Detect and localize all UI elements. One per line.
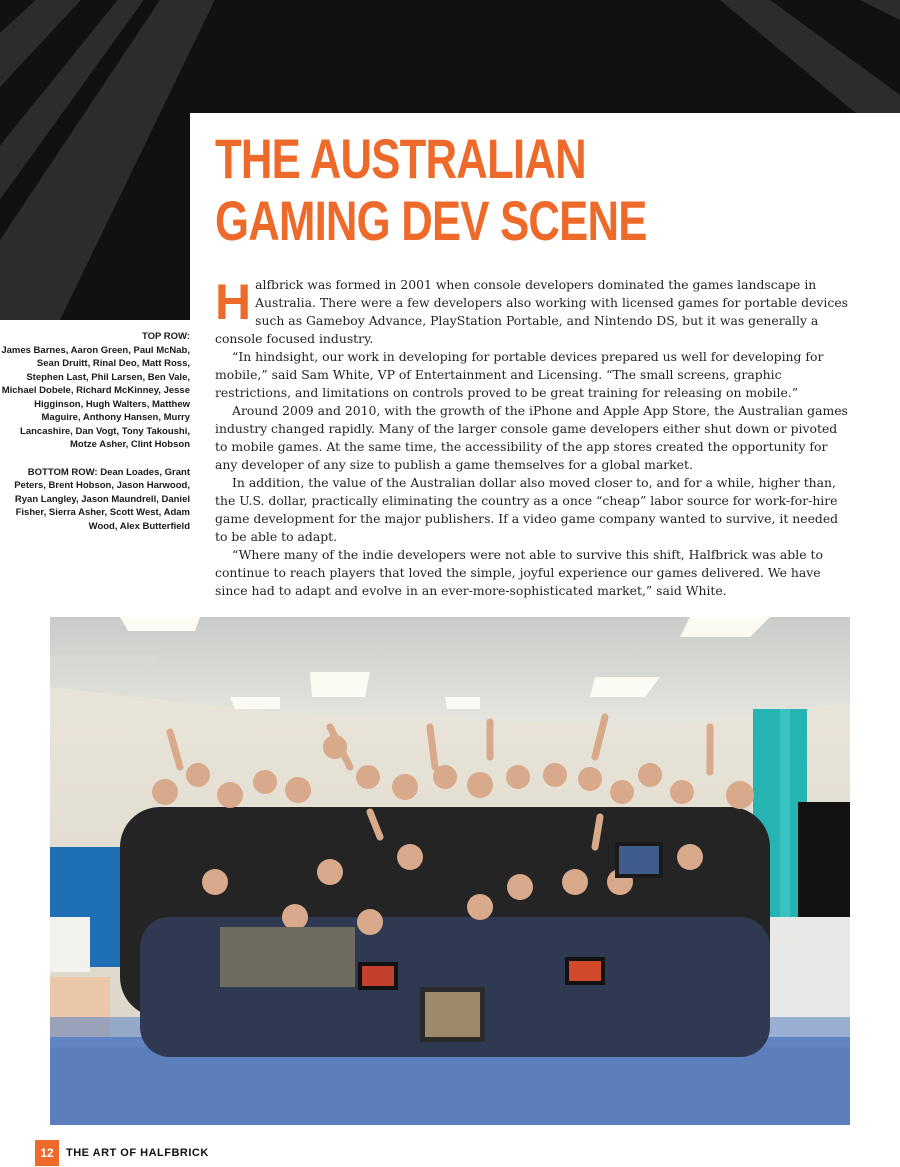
- caption-bottom-heading: BOTTOM ROW:: [27, 466, 98, 478]
- caption-top-names: James Barnes, Aaron Green, Paul McNab, Sean Druitt, Rinal Deo, Matt Ross, Stephen Last, Phil Larsen, Ben Vale, Michael Dobele, Richard McKinney, Jesse Higginson, Hugh Walters, Matthew Maguire, Anthony Hansen, Murry Lancashire, Dan Vogt, Tony Takoushi, Motze Asher, Clint Hobson: [1, 344, 190, 450]
- page-footer: [35, 1140, 209, 1166]
- caption-top-row: [0, 330, 190, 452]
- article-body: [215, 276, 849, 600]
- paragraph-3: Around 2009 and 2010, with the growth of the iPhone and Apple App Store, the Australian games industry changed rapidly. Many of the larger console game developers either shut down or pivoted to mobile games. At the same time, the accessibility of the app stores created the opportunity for any developer of any size to publish a game themselves for a global market.: [215, 403, 848, 472]
- title-line-1: THE AUSTRALIAN: [215, 127, 586, 190]
- drop-cap: H: [215, 274, 252, 330]
- page-title: [215, 128, 647, 252]
- caption-bottom-names: Dean Loades, Grant Peters, Brent Hobson, Jason Harwood, Ryan Langley, Jason Maundrell, Daniel Fisher, Sierra Asher, Scott West, Adam Wood, Alex Butterfield: [14, 466, 190, 532]
- paragraph-4: In addition, the value of the Australian dollar also moved closer to, and for a while, higher than, the U.S. dollar, practically eliminating the country as a once “cheap” labor source for work-for-hire game development for the major publishers. If a video game company wanted to survive, it needed to be able to adapt.: [215, 475, 839, 544]
- paragraph-1: [215, 276, 849, 348]
- book-title: THE ART OF HALFBRICK: [66, 1147, 209, 1159]
- title-line-2: GAMING DEV SCENE: [215, 189, 647, 252]
- caption-top-heading: TOP ROW:: [141, 331, 190, 342]
- paragraph-1-text: alfbrick was formed in 2001 when console developers dominated the games landscape in Australia. There were a few developers also working with licensed games for portable devices such as Gameboy Advance, PlayStation Portable, and Nintendo DS, but it was generally a console focused industry.: [215, 277, 849, 346]
- paragraph-2: “In hindsight, our work in developing for portable devices prepared us well for developing for mobile,” said Sam White, VP of Entertainment and Licensing. “The small screens, graphic restrictions, and limitations on controls proved to be great training for releasing on mobile.”: [215, 349, 824, 400]
- photo-caption: [0, 330, 190, 547]
- page-number: 12: [35, 1140, 59, 1166]
- caption-bottom-row: [0, 466, 190, 534]
- paragraph-5: “Where many of the indie developers were not able to survive this shift, Halfbrick was able to continue to reach players that loved the simple, joyful experience our games delivered. We have since had to adapt and evolve in an ever-more-sophisticated market,” said White.: [215, 547, 823, 598]
- group-photo: [50, 617, 850, 1125]
